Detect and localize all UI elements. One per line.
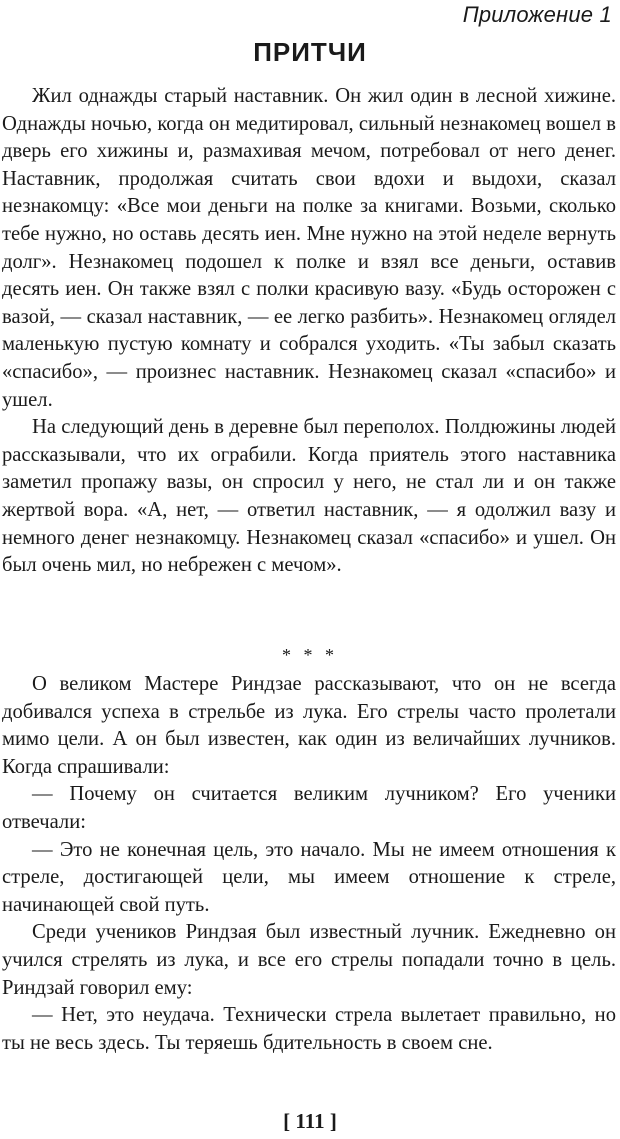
paragraph: — Нет, это неудача. Технически стрела вылетает правильно, но ты не весь здесь. Ты теряешь бдительность в своем сне. <box>2 1004 616 1054</box>
page-number: [ 111 ] <box>283 1109 337 1133</box>
chapter-title: ПРИТЧИ <box>253 37 367 67</box>
paragraph: На следующий день в деревне был переполох. Полдюжины людей рассказывали, что их ограбили. Когда приятель этого наставника заметил пропажу вазы, он спросил у него, не стал ли и он также жертвой вора. «А, нет, — ответил наставник, — я одолжил вазу и немного денег незнакомцу. Незнакомец сказал «спасибо» и ушел. Он был очень мил, но небрежен с мечом». <box>2 416 616 577</box>
parable-2 <box>2 671 616 1057</box>
parable-1 <box>2 83 616 580</box>
section-separator: * * * <box>282 645 338 665</box>
paragraph: — Почему он считается великим лучником? Его ученики отвечали: <box>2 783 616 833</box>
running-head: Приложение 1 <box>462 2 612 27</box>
paragraph: Среди учеников Риндзая был известный лучник. Ежедневно он учился стрелять из лука, и все его стрелы попадали точно в цель. Риндзай говорил ему: <box>2 921 616 999</box>
paragraph: — Это не конечная цель, это начало. Мы не имеем отношения к стреле, достигающей цели, мы имеем отношение к стреле, начинающей свой путь. <box>2 838 616 916</box>
paragraph: О великом Мастере Риндзае рассказывают, что он не всегда добивался успеха в стрельбе из лука. Его стрелы часто пролетали мимо цели. А он был известен, как один из величайших лучников. Когда спрашивали: <box>2 673 616 778</box>
paragraph: Жил однажды старый наставник. Он жил один в лесной хижине. Однажды ночью, когда он медитировал, сильный незнакомец вошел в дверь его хижины и, размахивая мечом, потребовал от него денег. Наставник, продолжая считать свои вдохи и выдохи, сказал незнакомцу: «Все мои деньги на полке за книгами. Возьми, сколько тебе нужно, но оставь десять иен. Мне нужно на этой неделе вернуть долг». Незнакомец подошел к полке и взял все деньги, оставив десять иен. Он также взял с полки красивую вазу. «Будь осторожен с вазой, — сказал наставник, — ее легко разбить». Незнакомец оглядел маленькую пустую комнату и собрался уходить. «Ты забыл сказать «спасибо», — произнес наставник. Незнакомец сказал «спасибо» и ушел. <box>2 85 616 411</box>
